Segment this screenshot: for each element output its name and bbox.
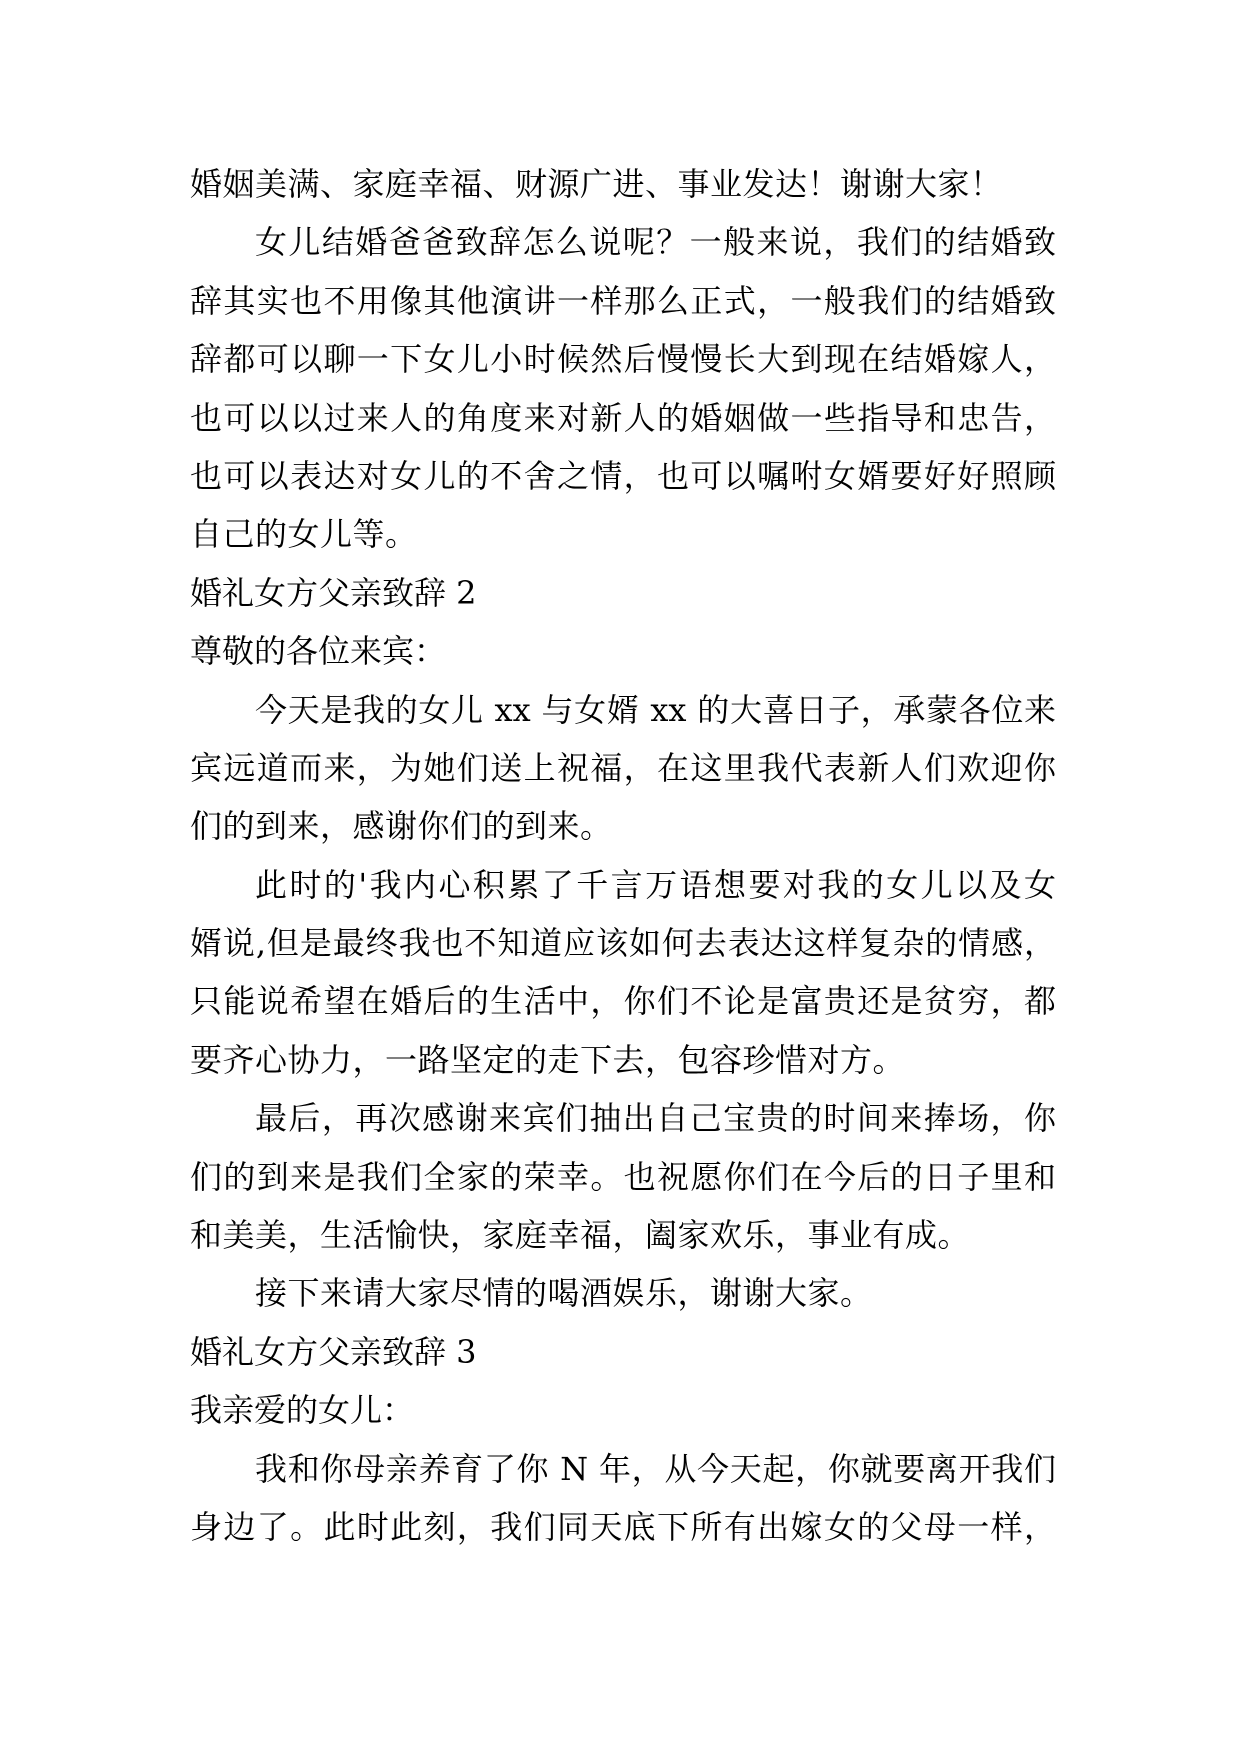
paragraph [190,1089,1056,1264]
body-line: 最后，再次感谢来宾们抽出自己宝贵的时间来捧场，你 [255,1099,1056,1138]
body-line: 们的到来是我们全家的荣幸。也祝愿你们在今后的日子里和 [190,1157,1056,1196]
body-line: 此时的'我内心积累了千言万语想要对我的女儿以及女 [255,865,1056,904]
paragraph [190,155,1056,213]
body-line: 女儿结婚爸爸致辞怎么说呢？一般来说，我们的结婚致 [255,223,1056,262]
section-heading: 婚礼女方父亲致辞 2 [190,573,477,612]
body-line: 婚姻美满、家庭幸福、财源广进、事业发达！谢谢大家！ [190,165,1003,203]
body-line: 今天是我的女儿 xx 与女婿 xx 的大喜日子，承蒙各位来 [255,690,1056,729]
body-line: 我和你母亲养育了你 N 年，从今天起，你就要离开我们 [255,1449,1056,1488]
body-line: 也可以表达对女儿的不舍之情，也可以嘱咐女婿要好好照顾 [190,456,1056,495]
body-line: 辞其实也不用像其他演讲一样那么正式，一般我们的结婚致 [190,281,1056,320]
body-line: 和美美，生活愉快，家庭幸福，阖家欢乐，事业有成。 [190,1216,971,1255]
body-line: 接下来请大家尽情的喝酒娱乐，谢谢大家。 [255,1274,873,1313]
paragraph [190,681,1056,856]
salutation: 我亲爱的女儿： [190,1391,415,1430]
body-line: 只能说希望在婚后的生活中，你们不论是富贵还是贫穷，都 [190,982,1056,1021]
paragraph [190,213,1056,563]
body-line: 也可以以过来人的角度来对新人的婚姻做一些指导和忠告， [190,398,1056,437]
body-line: 辞都可以聊一下女儿小时候然后慢慢长大到现在结婚嫁人， [190,340,1056,379]
body-line: 婿说,但是最终我也不知道应该如何去表达这样复杂的情感， [190,924,1056,963]
document-body [190,155,1056,1556]
body-line: 身边了。此时此刻，我们同天底下所有出嫁女的父母一样， [190,1507,1056,1546]
body-line: 们的到来，感谢你们的到来。 [190,807,613,846]
paragraph [190,1440,1056,1557]
section-heading: 婚礼女方父亲致辞 3 [190,1332,477,1371]
paragraph [190,856,1056,1090]
paragraph [190,1264,1056,1322]
body-line: 自己的女儿等。 [190,515,418,554]
body-line: 要齐心协力，一路坚定的走下去，包容珍惜对方。 [190,1040,906,1079]
body-line: 宾远道而来，为她们送上祝福，在这里我代表新人们欢迎你 [190,748,1056,787]
salutation: 尊敬的各位来宾： [190,632,447,671]
